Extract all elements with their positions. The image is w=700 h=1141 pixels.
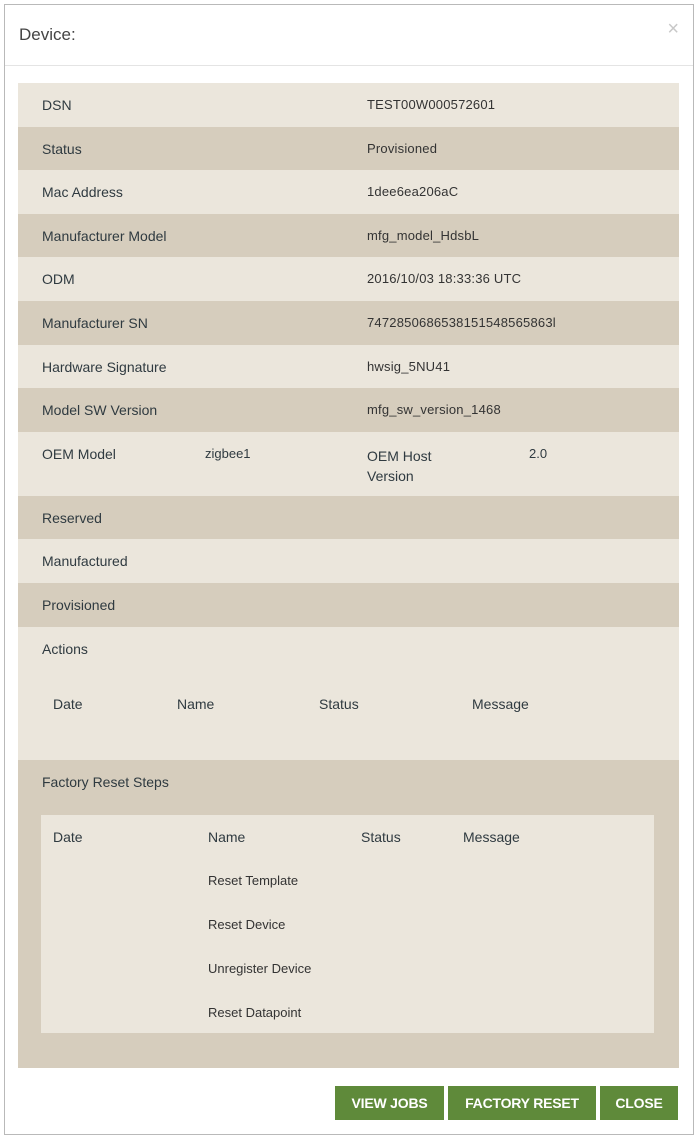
row-status [18,127,679,171]
factory-reset-section [18,760,679,1068]
actions-label: Actions [42,640,88,657]
modal-header [5,5,693,66]
step-name: Reset Template [208,872,299,888]
row-reserved [18,496,679,540]
row-hardware-signature [18,345,679,389]
row-label: Status [42,140,82,157]
row-mac-address [18,170,679,214]
actions-col-message: Message [472,695,529,712]
step-name: Reset Device [208,916,286,932]
row-value: hwsig_5NU41 [367,358,451,374]
steps-col-name: Name [208,828,246,845]
row-label: Mac Address [42,184,123,201]
row-label: Manufacturer SN [42,314,148,331]
row-model-sw-version [18,388,679,432]
row-odm [18,257,679,301]
row-value: mfg_sw_version_1468 [367,402,501,418]
row-label: ODM [42,271,75,288]
row-label: Manufactured [42,553,128,570]
steps-col-date: Date [53,828,83,845]
oem-model-value: zigbee1 [205,445,251,461]
row-dsn [18,83,679,127]
step-name: Reset Datapoint [208,1004,302,1020]
row-label: Provisioned [42,596,116,613]
actions-col-name: Name [177,695,215,712]
oem-host-version-value: 2.0 [529,445,548,461]
device-details-table [18,83,679,1068]
oem-model-label: OEM Model [42,445,116,462]
row-value: 7472850686538151548565863l [367,314,556,330]
actions-col-date: Date [53,695,83,712]
row-manufacturer-model [18,214,679,258]
row-value: 1dee6ea206aC [367,184,459,200]
modal-title: Device: [19,25,76,44]
row-label: DSN [42,97,72,113]
row-label: Model SW Version [42,402,158,419]
row-value: 2016/10/03 18:33:36 UTC [367,271,522,287]
row-label: Hardware Signature [42,358,167,375]
row-provisioned [18,583,679,627]
oem-host-version-label: OEM Host Version [367,447,432,484]
close-button[interactable]: CLOSE [600,1086,678,1120]
device-modal [4,4,694,1135]
step-name: Unregister Device [208,960,312,976]
factory-reset-button[interactable]: FACTORY RESET [448,1086,596,1120]
row-label: Manufacturer Model [42,227,167,244]
steps-col-message: Message [463,828,520,845]
actions-col-status: Status [319,695,359,712]
row-label: Reserved [42,509,102,526]
row-value: Provisioned [367,140,438,156]
view-jobs-button[interactable]: VIEW JOBS [335,1086,444,1120]
row-manufacturer-sn [18,301,679,345]
factory-reset-steps-table [41,815,654,1033]
row-value: mfg_model_HdsbL [367,227,480,243]
actions-section [18,627,679,760]
row-value: TEST00W000572601 [367,97,496,112]
close-icon[interactable]: × [667,18,679,40]
factory-reset-label: Factory Reset Steps [42,773,169,790]
row-manufactured [18,539,679,583]
row-oem [18,432,679,496]
steps-col-status: Status [361,828,401,845]
